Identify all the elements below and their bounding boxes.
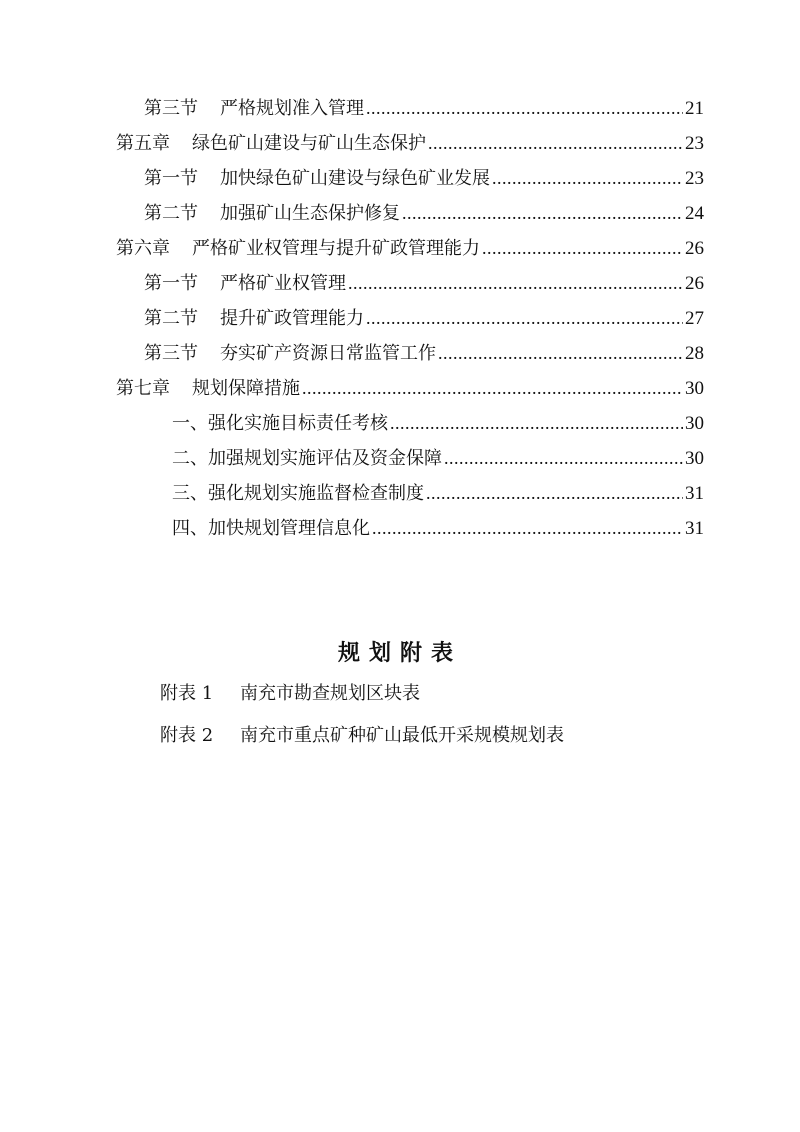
toc-entry[interactable] xyxy=(144,201,704,226)
toc-page-number: 23 xyxy=(685,168,704,189)
toc-entry[interactable] xyxy=(116,376,704,401)
toc-page-number: 26 xyxy=(685,273,704,294)
toc-entry[interactable] xyxy=(172,481,704,506)
toc-entry-label: 一、强化实施目标责任考核 xyxy=(172,413,388,434)
toc-page-number: 21 xyxy=(685,98,704,119)
toc-page-number: 31 xyxy=(685,483,704,504)
toc-entry-label: 第七章 规划保障措施 xyxy=(116,378,300,399)
dot-leader xyxy=(348,271,683,295)
toc-entry-label: 二、加强规划实施评估及资金保障 xyxy=(172,448,442,469)
toc-entry-label: 四、加快规划管理信息化 xyxy=(172,518,370,539)
toc-entry[interactable] xyxy=(144,341,704,366)
toc-page-number: 30 xyxy=(685,448,704,469)
dot-leader xyxy=(372,516,683,540)
toc-entry-label: 第二节 提升矿政管理能力 xyxy=(144,308,364,329)
toc-page-number: 26 xyxy=(685,238,704,259)
toc-page-number: 31 xyxy=(685,518,704,539)
toc-entry-label: 第一节 严格矿业权管理 xyxy=(144,273,346,294)
toc-entry[interactable] xyxy=(144,306,704,331)
appendix-entry[interactable] xyxy=(160,724,564,748)
toc-entry-label: 第五章 绿色矿山建设与矿山生态保护 xyxy=(116,133,426,154)
appendix-title: 南充市重点矿种矿山最低开采规模规划表 xyxy=(240,725,564,746)
dot-leader xyxy=(444,446,683,470)
dot-leader xyxy=(366,306,683,330)
dot-leader xyxy=(482,236,683,260)
toc-entry-label: 第三节 严格规划准入管理 xyxy=(144,98,364,119)
toc-entry[interactable] xyxy=(144,166,704,191)
appendix-entry[interactable] xyxy=(160,682,420,706)
appendix-id: 附表 2 xyxy=(160,725,214,746)
toc-entry[interactable] xyxy=(172,411,704,436)
toc-entry[interactable] xyxy=(144,271,704,296)
toc-entry[interactable] xyxy=(172,446,704,471)
toc-page-number: 24 xyxy=(685,203,704,224)
appendix-heading: 规划附表 xyxy=(337,641,462,666)
appendix-title: 南充市勘查规划区块表 xyxy=(240,683,420,704)
toc-entry-label: 第一节 加快绿色矿山建设与绿色矿业发展 xyxy=(144,168,490,189)
toc-entry[interactable] xyxy=(116,236,704,261)
toc-entry-label: 三、强化规划实施监督检查制度 xyxy=(172,483,424,504)
dot-leader xyxy=(402,201,683,225)
dot-leader xyxy=(438,341,683,365)
toc-page-number: 30 xyxy=(685,378,704,399)
toc-entry-label: 第二节 加强矿山生态保护修复 xyxy=(144,203,400,224)
dot-leader xyxy=(390,411,683,435)
dot-leader xyxy=(426,481,683,505)
dot-leader xyxy=(428,131,683,155)
toc-entry-label: 第六章 严格矿业权管理与提升矿政管理能力 xyxy=(116,238,480,259)
toc-entry[interactable] xyxy=(172,516,704,541)
dot-leader xyxy=(302,376,683,400)
toc-entry[interactable] xyxy=(144,96,704,121)
dot-leader xyxy=(366,96,683,120)
toc-page-number: 30 xyxy=(685,413,704,434)
dot-leader xyxy=(492,166,683,190)
toc-page-number: 28 xyxy=(685,343,704,364)
toc-entry[interactable] xyxy=(116,131,704,156)
toc-page-number: 27 xyxy=(685,308,704,329)
toc-page-number: 23 xyxy=(685,133,704,154)
toc-entry-label: 第三节 夯实矿产资源日常监管工作 xyxy=(144,343,436,364)
appendix-id: 附表 1 xyxy=(160,683,214,704)
